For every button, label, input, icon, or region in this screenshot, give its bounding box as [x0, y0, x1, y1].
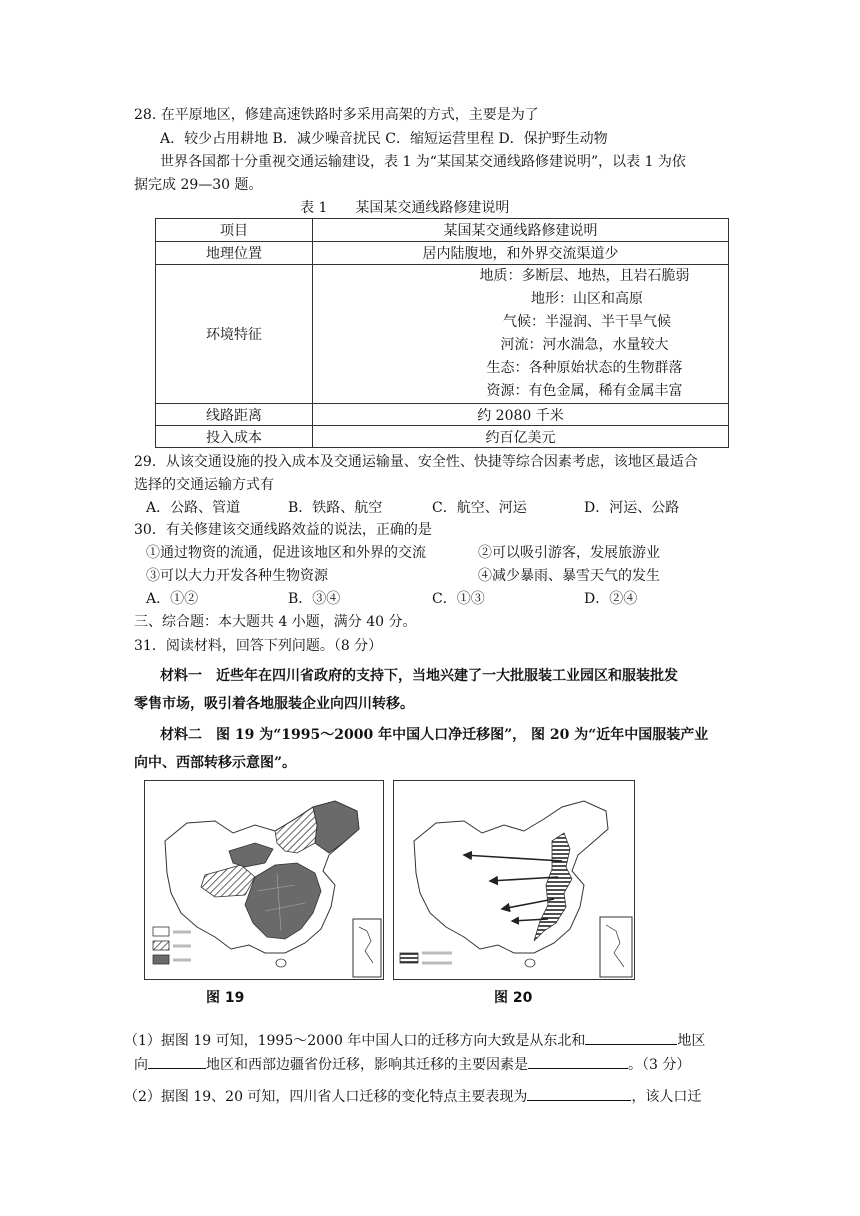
q28-stem: 28. 在平原地区，修建高速铁路时多采用高架的方式，主要是为了	[134, 107, 539, 123]
q31-sub1-text-e: 。（3 分）	[628, 1057, 691, 1073]
q31-sub1-line2	[134, 1054, 690, 1074]
q30-option-d: D．②④	[584, 591, 638, 607]
table-cell: 项目	[156, 219, 313, 242]
q31-sub1-line1	[124, 1030, 705, 1050]
q31-sub1-text-d: 地区和西部边疆省份迁移，影响其迁移的主要因素是	[206, 1057, 528, 1073]
table-cell: 约 2080 千米	[313, 404, 729, 426]
env-item: 气候：半湿润、半干旱气候	[503, 314, 671, 330]
china-migration-map	[145, 781, 383, 979]
table-cell: 投入成本	[156, 426, 313, 448]
q30-item-3: ③可以大力开发各种生物资源	[146, 568, 328, 584]
table-cell: 线路距离	[156, 404, 313, 426]
q31-sub2-line1	[124, 1086, 701, 1106]
material-2-line1: 材料二 图 19 为“1995～2000 年中国人口净迁移图”， 图 20 为“近年中国服装产业	[160, 727, 709, 743]
q29-option-c: C．航空、河运	[432, 500, 527, 516]
env-item: 地形：山区和高原	[531, 291, 643, 307]
figure-20-map	[393, 780, 635, 980]
table-row	[156, 404, 729, 426]
q30-item-2: ②可以吸引游客，发展旅游业	[478, 545, 660, 561]
q31-sub1-text-b: 地区	[677, 1033, 706, 1049]
table-row	[156, 426, 729, 448]
table-cell: 环境特征	[156, 265, 313, 404]
table-row	[156, 219, 729, 242]
q31-sub1-text-a: （1）据图 19 可知，1995～2000 年中国人口的迁移方向大致是从东北和	[124, 1033, 586, 1049]
intro-line1: 世界各国都十分重视交通运输建设，表 1 为“某国某交通线路修建说明”，以表 1 为依	[160, 154, 686, 170]
env-item: 生态：各种原始状态的生物群落	[486, 360, 683, 376]
q29-option-b: B．铁路、航空	[288, 500, 383, 516]
answer-blank-3[interactable]	[528, 1054, 628, 1069]
q29-option-d: D．河运、公路	[584, 500, 680, 516]
q28-options: A．较少占用耕地 B．减少噪音扰民 C．缩短运营里程 D．保护野生动物	[160, 131, 608, 147]
table-row	[156, 265, 729, 404]
figure-19-map	[144, 780, 384, 980]
material-1-line1: 材料一 近些年在四川省政府的支持下，当地兴建了一大批服装工业园区和服装批发	[160, 668, 678, 684]
q29-option-a: A．公路、管道	[146, 500, 241, 516]
q31-sub1-text-c: 向	[134, 1057, 148, 1073]
intro-line2: 据完成 29—30 题。	[134, 177, 263, 193]
q31-sub2-text-a: （2）据图 19、20 可知，四川省人口迁移的变化特点主要表现为	[124, 1089, 528, 1105]
env-item: 地质：多断层、地热，且岩石脆弱	[479, 268, 690, 284]
table-cell: 约百亿美元	[313, 426, 729, 448]
table-row	[156, 242, 729, 265]
china-industry-transfer-map	[394, 781, 634, 979]
table-cell: 居内陆腹地，和外界交流渠道少	[313, 242, 729, 265]
table-cell: 地理位置	[156, 242, 313, 265]
q30-item-4: ④减少暴雨、暴雪天气的发生	[478, 568, 660, 584]
q31-sub2-text-b: ，该人口迁	[631, 1089, 702, 1105]
table-cell: 某国某交通线路修建说明	[313, 219, 729, 242]
q30-option-b: B．③④	[288, 591, 341, 607]
env-item: 河流：河水湍急，水量较大	[500, 337, 669, 353]
q29-stem-line2: 选择的交通运输方式有	[134, 477, 274, 493]
answer-blank-1[interactable]	[585, 1030, 677, 1045]
q30-item-1: ①通过物资的流通，促进该地区和外界的交流	[146, 545, 426, 561]
figure-19-label: 图 19	[206, 990, 245, 1006]
env-item: 资源：有色金属，稀有金属丰富	[486, 383, 683, 399]
q30-option-a: A．①②	[146, 591, 199, 607]
q30-option-c: C．①③	[432, 591, 485, 607]
q29-stem-line1: 29．从该交通设施的投入成本及交通运输量、安全性、快捷等综合因素考虑，该地区最适合	[134, 454, 698, 470]
material-1-line2: 零售市场，吸引着各地服装企业向四川转移。	[134, 696, 414, 712]
q30-stem: 30．有关修建该交通线路效益的说法，正确的是	[134, 522, 432, 538]
table-1	[155, 218, 729, 448]
env-list	[313, 265, 729, 404]
answer-blank-4[interactable]	[527, 1086, 631, 1101]
table-caption: 表 1 某国某交通线路修建说明	[300, 200, 510, 216]
figure-20-label: 图 20	[494, 990, 533, 1006]
q31-stem: 31．阅读材料，回答下列问题。（8 分）	[134, 638, 383, 654]
section-3-heading: 三、综合题：本大题共 4 小题，满分 40 分。	[134, 614, 417, 630]
material-2-line2: 向中、西部转移示意图”。	[134, 755, 297, 771]
answer-blank-2[interactable]	[148, 1054, 206, 1069]
